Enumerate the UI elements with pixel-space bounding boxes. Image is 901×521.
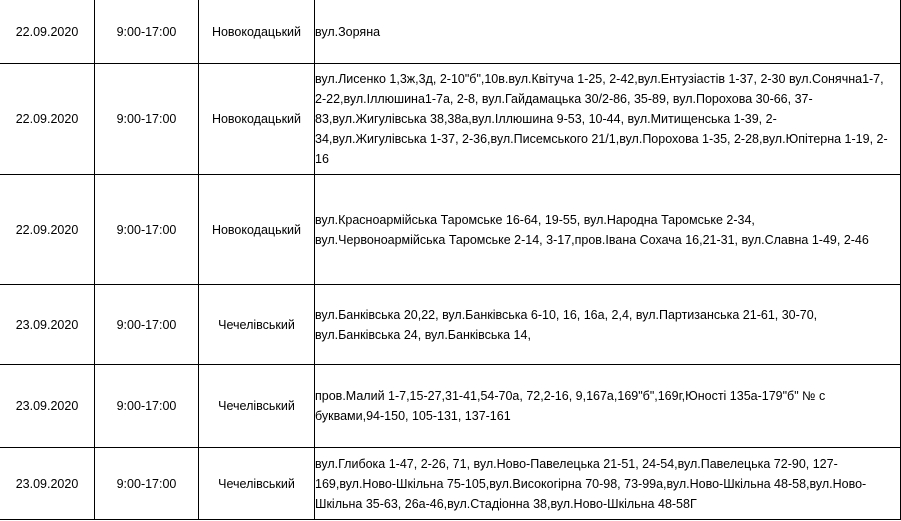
table-row xyxy=(0,0,901,64)
date-cell: 23.09.2020 xyxy=(0,365,95,448)
streets-line: вул.Банківська 24, вул.Банківська 14, xyxy=(315,327,531,342)
streets-line: буквами,94-150, 105-131, 137-161 xyxy=(315,409,511,423)
district-cell: Чечелівський xyxy=(199,285,315,365)
streets-line: вул.Зоряна xyxy=(315,24,381,39)
district-cell: Чечелівський xyxy=(199,448,315,520)
date-cell: 22.09.2020 xyxy=(0,175,95,285)
district-cell: Новокодацький xyxy=(199,175,315,285)
table-row xyxy=(0,64,901,175)
date-cell: 23.09.2020 xyxy=(0,285,95,365)
streets-cell xyxy=(315,64,901,175)
time-cell: 9:00-17:00 xyxy=(95,285,199,365)
district-cell: Чечелівський xyxy=(199,365,315,448)
time-cell: 9:00-17:00 xyxy=(95,0,199,64)
date-cell: 22.09.2020 xyxy=(0,64,95,175)
table-row xyxy=(0,175,901,285)
streets-line: вул.Глибока 1-47, 2-26, 71, вул.Ново-Павелецька 21-51, 24-54,вул.Павелецька 72-90, 127- xyxy=(315,456,838,471)
time-cell: 9:00-17:00 xyxy=(95,175,199,285)
streets-line: вул.Червоноармійська Таромське 2-14, 3-17,пров.Івана Сохача 16,21-31, вул.Славна 1-49, 2-46 xyxy=(315,232,869,247)
streets-cell xyxy=(315,365,901,448)
streets-line: 16 xyxy=(315,152,329,166)
streets-cell xyxy=(315,285,901,365)
streets-line: вул.Банківська 20,22, вул.Банківська 6-10, 16, 16а, 2,4, вул.Партизанська 21-61, 30-70, xyxy=(315,307,818,322)
streets-line: вул.Лисенко 1,3ж,3д, 2-10"б",10в.вул.Квітуча 1-25, 2-42,вул.Ентузіастів 1-37, 2-30 вул.Сонячна1-7, xyxy=(315,72,884,86)
streets-cell xyxy=(315,175,901,285)
streets-line: пров.Малий 1-7,15-27,31-41,54-70а, 72,2-16, 9,167а,169"б",169г,Юності 135а-179"б" № с xyxy=(315,389,826,403)
table-row xyxy=(0,365,901,448)
streets-line: Шкільна 35-63, 26а-46,вул.Стадіонна 38,вул.Ново-Шкільна 48-58Г xyxy=(315,496,697,511)
streets-line: 34,вул.Жигулівська 1-37, 2-36,вул.Писемського 21/1,вул.Порохова 1-35, 2-28,вул.Юпітерна 1-19, 2- xyxy=(315,132,888,146)
streets-cell xyxy=(315,0,901,64)
time-cell: 9:00-17:00 xyxy=(95,365,199,448)
streets-line: 2-22,вул.Іллюшина1-7а, 2-8, вул.Гайдамацька 30/2-86, 35-89, вул.Порохова 30-66, 37- xyxy=(315,92,813,106)
streets-line: вул.Красноармійська Таромське 16-64, 19-55, вул.Народна Таромське 2-34, xyxy=(315,212,755,227)
streets-line: 169,вул.Ново-Шкільна 75-105,вул.Високогірна 70-98, 73-99а,вул.Ново-Шкільна 48-58,вул.Ново- xyxy=(315,476,867,491)
date-cell: 22.09.2020 xyxy=(0,0,95,64)
date-cell: 23.09.2020 xyxy=(0,448,95,520)
time-cell: 9:00-17:00 xyxy=(95,64,199,175)
streets-cell xyxy=(315,448,901,520)
table-row xyxy=(0,285,901,365)
district-cell: Новокодацький xyxy=(199,64,315,175)
time-cell: 9:00-17:00 xyxy=(95,448,199,520)
table-row xyxy=(0,448,901,520)
district-cell: Новокодацький xyxy=(199,0,315,64)
streets-line: 83,вул.Жигулівська 38,38а,вул.Іллюшина 9-53, 10-44, вул.Митищенська 1-39, 2- xyxy=(315,112,777,126)
